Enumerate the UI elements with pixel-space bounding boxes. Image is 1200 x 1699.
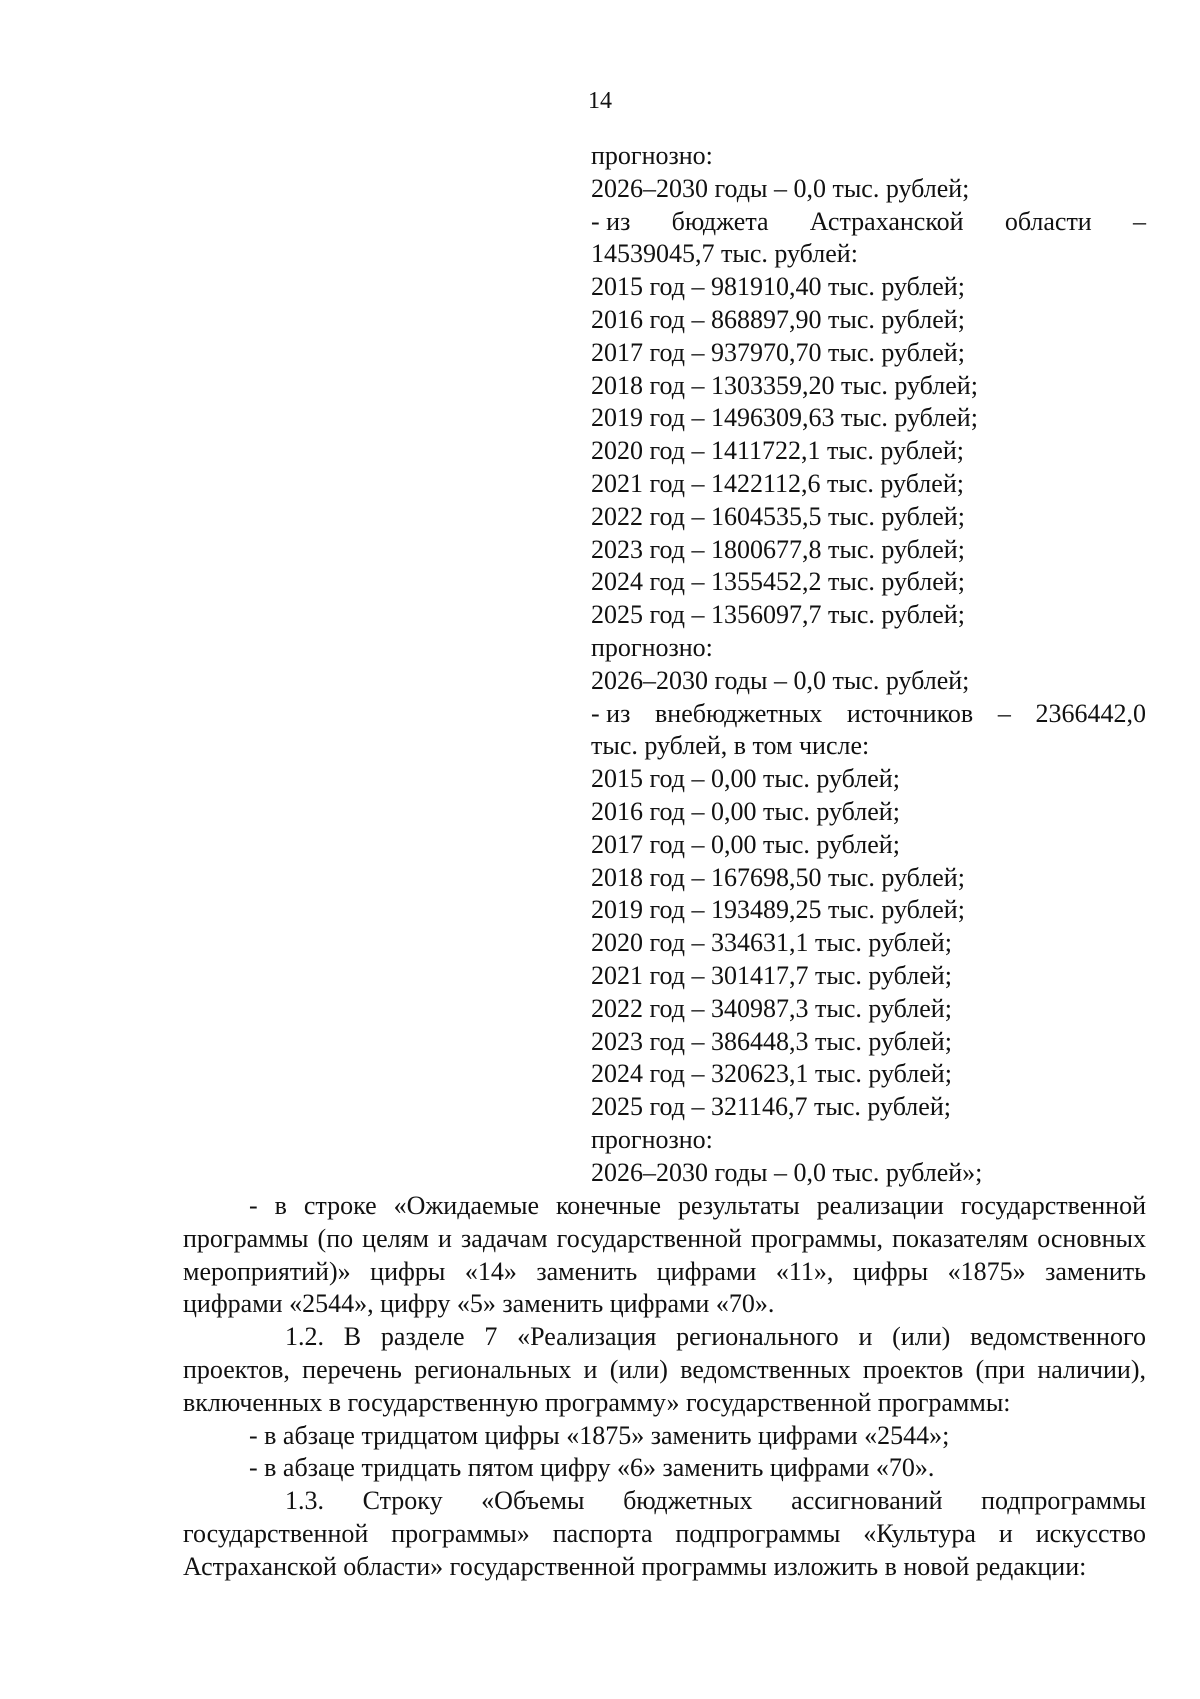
word: - из <box>591 698 631 728</box>
extrabudget-year-line: 2016 год – 0,00 тыс. рублей; <box>591 796 900 826</box>
extrabudget-year-line: 2020 год – 334631,1 тыс. рублей; <box>591 928 952 958</box>
extrabudget-year-line: 2024 год – 320623,1 тыс. рублей; <box>591 1059 952 1089</box>
extrabudget-year-line: 2021 год – 301417,7 тыс. рублей; <box>591 960 952 990</box>
regional-budget-year-line: 2026–2030 годы – 0,0 тыс. рублей; <box>591 665 970 695</box>
regional-budget-year-line: 2020 год – 1411722,1 тыс. рублей; <box>591 436 964 466</box>
paragraph: - в абзаце тридцатом цифры «1875» заменить цифрами «2544»; <box>249 1420 950 1450</box>
paragraph: 1.2. В разделе 7 «Реализация регионального и (или) ведомственного проектов, перечень региональных и (или) ведомственных проектов (при наличии), включенных в государственную программу» государственной программы: <box>183 1322 1146 1417</box>
word: - из <box>591 206 631 236</box>
extrabudget-year-line: 2023 год – 386448,3 тыс. рублей; <box>591 1026 952 1056</box>
word: внебюджетных <box>655 698 823 728</box>
word: Астраханской <box>809 206 964 236</box>
regional-budget-year-line: 2017 год – 937970,70 тыс. рублей; <box>591 337 965 367</box>
extrabudget-year-line: 2026–2030 годы – 0,0 тыс. рублей»; <box>591 1157 983 1187</box>
extrabudget-year-line: 2018 год – 167698,50 тыс. рублей; <box>591 862 965 892</box>
word: источников <box>846 698 974 728</box>
extrabudget-year-line: 2019 год – 193489,25 тыс. рублей; <box>591 895 965 925</box>
regional-budget-year-line: 2019 год – 1496309,63 тыс. рублей; <box>591 403 978 433</box>
regional-budget-year-line: 2015 год – 981910,40 тыс. рублей; <box>591 272 965 302</box>
extrabudget-total: тыс. рублей, в том числе: <box>591 731 870 761</box>
paragraph: 1.3. Строку «Объемы бюджетных ассигнований подпрограммы государственной программы» паспорта подпрограммы «Культура и искусство Астраханской области» государственной программы изложить в новой редакции: <box>183 1486 1146 1581</box>
extrabudget-year-line: прогнозно: <box>591 1124 713 1154</box>
extrabudget-year-line: 2025 год – 321146,7 тыс. рублей; <box>591 1092 951 1122</box>
extrabudget-heading <box>591 698 1146 731</box>
regional-budget-year-line: 2024 год – 1355452,2 тыс. рублей; <box>591 567 965 597</box>
regional-budget-year-line: 2018 год – 1303359,20 тыс. рублей; <box>591 370 978 400</box>
extrabudget-year-line: 2022 год – 340987,3 тыс. рублей; <box>591 993 952 1023</box>
regional-budget-year-line: 2023 год – 1800677,8 тыс. рублей; <box>591 534 965 564</box>
regional-budget-year-line: 2022 год – 1604535,5 тыс. рублей; <box>591 501 965 531</box>
extrabudget-year-line: 2015 год – 0,00 тыс. рублей; <box>591 764 900 794</box>
paragraph: - в строке «Ожидаемые конечные результаты реализации государственной программы (по целям и задачам государственной программы, показателям основных мероприятий)» цифры «14» заменить цифрами «11», цифры «1875» заменить цифрами «2544», цифру «5» заменить цифрами «70». <box>183 1191 1146 1319</box>
word: 2366442,0 <box>1035 698 1146 728</box>
regional-budget-total: 14539045,7 тыс. рублей: <box>591 239 858 269</box>
extrabudget-year-line: 2017 год – 0,00 тыс. рублей; <box>591 829 900 859</box>
page-number: 14 <box>588 88 612 114</box>
body-text <box>183 1190 1146 1584</box>
regional-budget-heading <box>591 206 1146 239</box>
word: – <box>1132 206 1146 236</box>
word: – <box>997 698 1011 728</box>
regional-budget-year-line: 2021 год – 1422112,6 тыс. рублей; <box>591 468 964 498</box>
regional-budget-year-line: 2025 год – 1356097,7 тыс. рублей; <box>591 600 965 630</box>
text-line: 2026–2030 годы – 0,0 тыс. рублей; <box>591 173 970 203</box>
paragraph: - в абзаце тридцать пятом цифру «6» заменить цифрами «70». <box>249 1453 935 1483</box>
word: бюджета <box>671 206 769 236</box>
regional-budget-year-line: прогнозно: <box>591 632 713 662</box>
word: области <box>1004 206 1092 236</box>
regional-budget-year-line: 2016 год – 868897,90 тыс. рублей; <box>591 304 965 334</box>
financing-block <box>591 140 1146 1190</box>
text-line: прогнозно: <box>591 141 713 170</box>
